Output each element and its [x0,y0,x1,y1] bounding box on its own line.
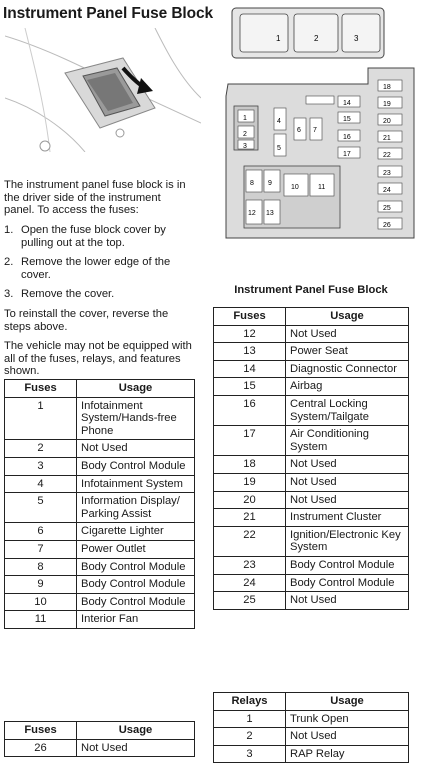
fuse-11-label: 11 [318,184,326,191]
usage-cell: Body Control Module [77,576,195,594]
usage-cell: Body Control Module [77,457,195,475]
fuse-6-label: 6 [297,127,301,134]
fuse-16-label: 16 [343,134,351,141]
usage-cell: Power Outlet [77,540,195,558]
step-3 [4,288,190,301]
usage-header: Usage [77,380,195,398]
fuse-cover-illustration [5,28,201,152]
table-row [214,395,409,425]
fuse-19-label: 19 [383,101,391,108]
fuse-table-1 [4,379,195,629]
fuse-20-label: 20 [383,118,391,125]
table-row [214,378,409,396]
fuse-21-label: 21 [383,135,391,142]
usage-cell: Not Used [286,456,409,474]
fuse-9-label: 9 [268,180,272,187]
fuses-header: Fuses [5,722,77,740]
usage-cell: Power Seat [286,343,409,361]
usage-cell: Cigarette Lighter [77,523,195,541]
fuse-8-label: 8 [250,180,254,187]
fuse-17-label: 17 [343,151,351,158]
usage-cell: Body Control Module [286,574,409,592]
fuse-13-label: 13 [266,210,274,217]
usage-cell: Body Control Module [77,558,195,576]
fuse-number-cell: 6 [5,523,77,541]
fuse-block-diagram [218,6,418,246]
step-2 [4,256,190,281]
fuse-18-label: 18 [383,84,391,91]
table-row [5,457,195,475]
relay-2-label: 2 [314,34,319,43]
fuse-number-cell: 21 [214,509,286,527]
fuse-number-cell: 8 [5,558,77,576]
table-row [214,574,409,592]
usage-cell: Interior Fan [77,611,195,629]
fuse-2-label: 2 [243,131,247,138]
fuse-number-cell: 5 [5,493,77,523]
fuse-number-cell: 13 [214,343,286,361]
table-row [214,491,409,509]
relay-1-label: 1 [276,34,281,43]
usage-cell: Not Used [286,473,409,491]
usage-cell: Airbag [286,378,409,396]
fuse-number-cell: 2 [5,440,77,458]
table-row [214,473,409,491]
fuse-24-label: 24 [383,187,391,194]
fuse-10-label: 10 [291,184,299,191]
step-number: 1. [4,224,14,236]
table-row [5,576,195,594]
usage-cell: Not Used [77,440,195,458]
fuse-number-cell: 7 [5,540,77,558]
table-row [214,592,409,610]
fuse-number-cell: 1 [214,710,286,728]
usage-cell: Trunk Open [286,710,409,728]
table-row [214,343,409,361]
table-row [214,728,409,746]
fuse-table-2 [4,721,195,757]
fuse-22-label: 22 [383,152,391,159]
usage-cell: Body Control Module [286,556,409,574]
table-row [214,526,409,556]
fuse-1-label: 1 [243,115,247,122]
table-row [5,440,195,458]
fuse-number-cell: 1 [5,397,77,440]
fuse-number-cell: 12 [214,325,286,343]
table-row [214,745,409,763]
usage-cell: Not Used [286,325,409,343]
reinstall-text: To reinstall the cover, reverse the steps above. [4,308,169,333]
fuse-number-cell: 18 [214,456,286,474]
usage-cell: Infotainment System [77,475,195,493]
fuse-25-label: 25 [383,205,391,212]
table-row [214,509,409,527]
right-table-title: Instrument Panel Fuse Block [234,284,388,296]
usage-cell: RAP Relay [286,745,409,763]
fuse-number-cell: 26 [5,739,77,757]
fuse-number-cell: 25 [214,592,286,610]
fuses-header: Fuses [5,380,77,398]
fuse-number-cell: 19 [214,473,286,491]
usage-cell: Not Used [286,728,409,746]
table-row [5,558,195,576]
table-row [214,426,409,456]
usage-cell: Not Used [77,739,195,757]
table-row [5,739,195,757]
fuse-number-cell: 23 [214,556,286,574]
relay-3-label: 3 [354,34,359,43]
usage-cell: Information Display/ Parking Assist [77,493,195,523]
fuse-14-label: 14 [343,100,351,107]
usage-header: Usage [286,693,409,711]
table-row [5,475,195,493]
table-row [214,360,409,378]
table-row [5,540,195,558]
table-row [5,593,195,611]
table-row [5,493,195,523]
step-text: Remove the lower edge of the cover. [21,256,171,281]
fuse-4-label: 4 [277,118,281,125]
fuse-table-3 [213,307,409,610]
fuse-3-label: 3 [243,143,247,150]
usage-cell: Central Locking System/Tailgate [286,395,409,425]
usage-cell: Instrument Cluster [286,509,409,527]
fuse-number-cell: 3 [5,457,77,475]
step-number: 2. [4,256,14,268]
usage-cell: Ignition/Electronic Key System [286,526,409,556]
step-text: Remove the cover. [21,288,115,300]
fuse-number-cell: 20 [214,491,286,509]
fuse-12-label: 12 [248,210,256,217]
table-row [214,556,409,574]
fuse-number-cell: 22 [214,526,286,556]
fuse-number-cell: 10 [5,593,77,611]
intro-text: The instrument panel fuse block is in the driver side of the instrument panel. To access the fuses: [4,179,186,217]
table-row [5,397,195,440]
table-row [5,523,195,541]
fuse-number-cell: 11 [5,611,77,629]
table-row [5,611,195,629]
table-row [214,325,409,343]
table-row [214,456,409,474]
note-text: The vehicle may not be equipped with all of the fuses, relays, and features shown. [4,340,192,378]
usage-cell: Body Control Module [77,593,195,611]
fuse-7-label: 7 [313,127,317,134]
fuse-26-label: 26 [383,222,391,229]
usage-cell: Not Used [286,491,409,509]
table-row [214,710,409,728]
fuse-number-cell: 9 [5,576,77,594]
fuse-number-cell: 16 [214,395,286,425]
usage-cell: Diagnostic Connector [286,360,409,378]
fuse-number-cell: 4 [5,475,77,493]
fuses-header: Fuses [214,308,286,326]
fuse-number-cell: 15 [214,378,286,396]
usage-cell: Air Conditioning System [286,426,409,456]
page-title: Instrument Panel Fuse Block [3,5,214,22]
step-text: Open the fuse block cover by pulling out at the top. [21,224,166,249]
step-number: 3. [4,288,14,300]
fuse-number-cell: 17 [214,426,286,456]
usage-cell: Not Used [286,592,409,610]
fuse-number-cell: 2 [214,728,286,746]
usage-cell: Infotainment System/Hands-free Phone [77,397,195,440]
relay-table [213,692,409,763]
fuse-number-cell: 24 [214,574,286,592]
usage-header: Usage [286,308,409,326]
fuse-15-label: 15 [343,116,351,123]
fuse-number-cell: 3 [214,745,286,763]
fuse-number-cell: 14 [214,360,286,378]
step-1 [4,224,190,249]
fuse-23-label: 23 [383,170,391,177]
fuse-5-label: 5 [277,145,281,152]
relays-header: Relays [214,693,286,711]
usage-header: Usage [77,722,195,740]
